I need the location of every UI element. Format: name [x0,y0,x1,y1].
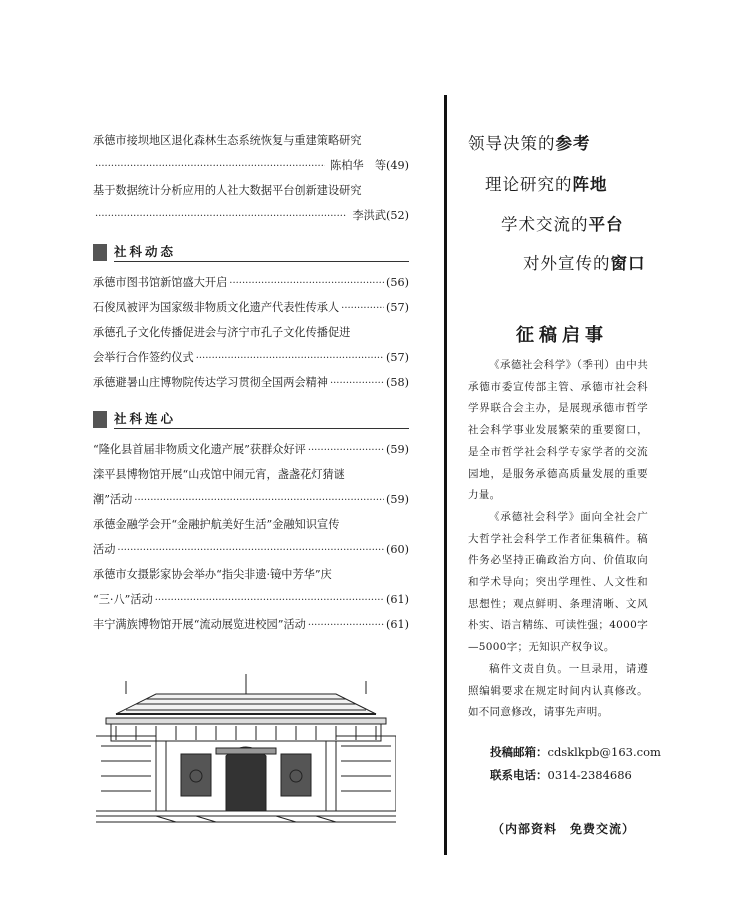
slogan-line [468,130,591,154]
toc-item-page: (57) [386,351,409,364]
toc-item-title: 基于数据统计分析应用的人社大数据平台创新建设研究 [93,184,362,197]
toc-item[interactable] [93,153,409,178]
leader-dots [330,371,384,396]
toc-item-title: 滦平县博物馆开展“山戎馆中闹元宵，盏盏花灯猜谜 [93,468,345,481]
leader-dots [196,346,384,371]
toc-item-title: 石俊凤被评为国家级非物质文化遗产代表性传承人 [93,301,340,314]
slogan-emphasis: 平台 [588,215,624,234]
toc-item[interactable] [93,512,409,537]
leader-dots [229,271,384,296]
toc-item-page: (59) [386,493,409,506]
notice-title: 征稿启事 [516,325,608,346]
slogan-emphasis: 窗口 [610,254,646,273]
section-header-community [93,409,409,429]
toc-item[interactable] [93,345,409,370]
toc-item-title: 潮”活动 [93,493,133,506]
slogan-emphasis: 阵地 [572,175,608,194]
leader-dots [155,588,384,613]
table-of-contents [93,128,409,637]
slogan-emphasis: 参考 [555,134,591,153]
toc-item[interactable] [93,462,409,487]
toc-item-title: 承德市接坝地区退化森林生态系统恢复与重建策略研究 [93,134,362,147]
leader-dots [341,296,384,321]
toc-item[interactable] [93,537,409,562]
email-label: 投稿邮箱： [490,745,548,759]
toc-item[interactable] [93,203,409,228]
notice-paragraph: 《承德社会科学》（季刊）由中共承德市委宣传部主管、承德市社会科学界联合会主办，是展现承德市哲学社会科学事业发展繁荣的重要窗口，是全市哲学社会科学专家学者的交流园地，是服务承德高质量发展的重要力量。 [468,359,648,502]
toc-item-title: 承德市女摄影家协会举办“指尖非遗·镜中芳华”庆 [93,568,332,581]
section-marker [93,411,107,428]
toc-item-title: 承德市图书馆新馆盛大开启 [93,276,228,289]
phone-label: 联系电话： [490,768,548,782]
toc-item[interactable] [93,487,409,512]
section-marker [93,244,107,261]
leader-dots [308,438,384,463]
toc-item-page: (52) [386,209,409,222]
section-header-dynamics [93,242,409,262]
toc-item[interactable] [93,612,409,637]
toc-item-page: (57) [386,301,409,314]
slogan-text: 理论研究的 [485,175,573,194]
toc-item-author: 陈柏华 等 [330,159,387,172]
toc-item-title: 丰宁满族博物馆开展“流动展览进校园”活动 [93,618,306,631]
toc-item[interactable] [93,587,409,612]
leader-dots [308,613,384,638]
toc-item[interactable] [93,270,409,295]
toc-item-author: 李洪武 [352,209,387,222]
toc-item[interactable] [93,370,409,395]
toc-item[interactable] [93,295,409,320]
toc-item[interactable] [93,562,409,587]
slogan-text: 学术交流的 [501,215,589,234]
leader-dots [117,538,384,563]
section-title: 社科连心 [114,409,409,429]
contact-phone [490,767,632,783]
slogan-line [485,171,608,195]
column-divider [444,95,447,855]
toc-item-page: (59) [386,443,409,456]
toc-item-title: 承德孔子文化传播促进会与济宁市孔子文化传播促进 [93,326,351,339]
email-value[interactable]: cdsklkpb@163.com [547,745,661,759]
slogan-line [501,211,624,235]
slogan-text: 对外宣传的 [523,254,611,273]
toc-item-title: “三·八”活动 [93,593,153,606]
toc-item-title: “隆化县首届非物质文化遗产展”获群众好评 [93,443,306,456]
leader-dots [95,154,325,179]
notice-paragraph: 《承德社会科学》面向全社会广大哲学社会科学工作者征集稿件。稿件务必坚持正确政治方向、价值取向和学术导向；突出学理性、人文性和思想性；观点鲜明、条理清晰、文风朴实、语言精练、可读性强；4000字—5000字；无知识产权争议。 [468,510,648,654]
building-illustration [96,666,396,826]
toc-item-title: 承德金融学会开“金融护航美好生活”金融知识宣传 [93,518,340,531]
slogan-text: 领导决策的 [468,134,556,153]
toc-item[interactable] [93,437,409,462]
toc-item-page: (61) [386,618,409,631]
footer-note: （内部资料 免费交流） [492,822,636,836]
notice-paragraph: 稿件文责自负。一旦录用，请遵照编辑要求在规定时间内认真修改。如不同意修改，请事先声明。 [468,662,648,719]
leader-dots [95,204,347,229]
toc-item[interactable] [93,320,409,345]
toc-item-page: (61) [386,593,409,606]
leader-dots [134,488,384,513]
notice-body [468,355,648,724]
phone-value: 0314-2384686 [547,768,632,782]
contact-email [490,744,661,760]
section-title: 社科动态 [114,242,409,262]
slogan-line [523,250,646,274]
toc-item-title: 承德避暑山庄博物院传达学习贯彻全国两会精神 [93,376,328,389]
toc-item-page: (60) [386,543,409,556]
toc-item-title: 会举行合作签约仪式 [93,351,194,364]
toc-item-page: (56) [386,276,409,289]
toc-item-page: (49) [386,159,409,172]
toc-item-page: (58) [386,376,409,389]
toc-item-title: 活动 [93,543,116,556]
toc-item[interactable] [93,128,409,153]
toc-item[interactable] [93,178,409,203]
